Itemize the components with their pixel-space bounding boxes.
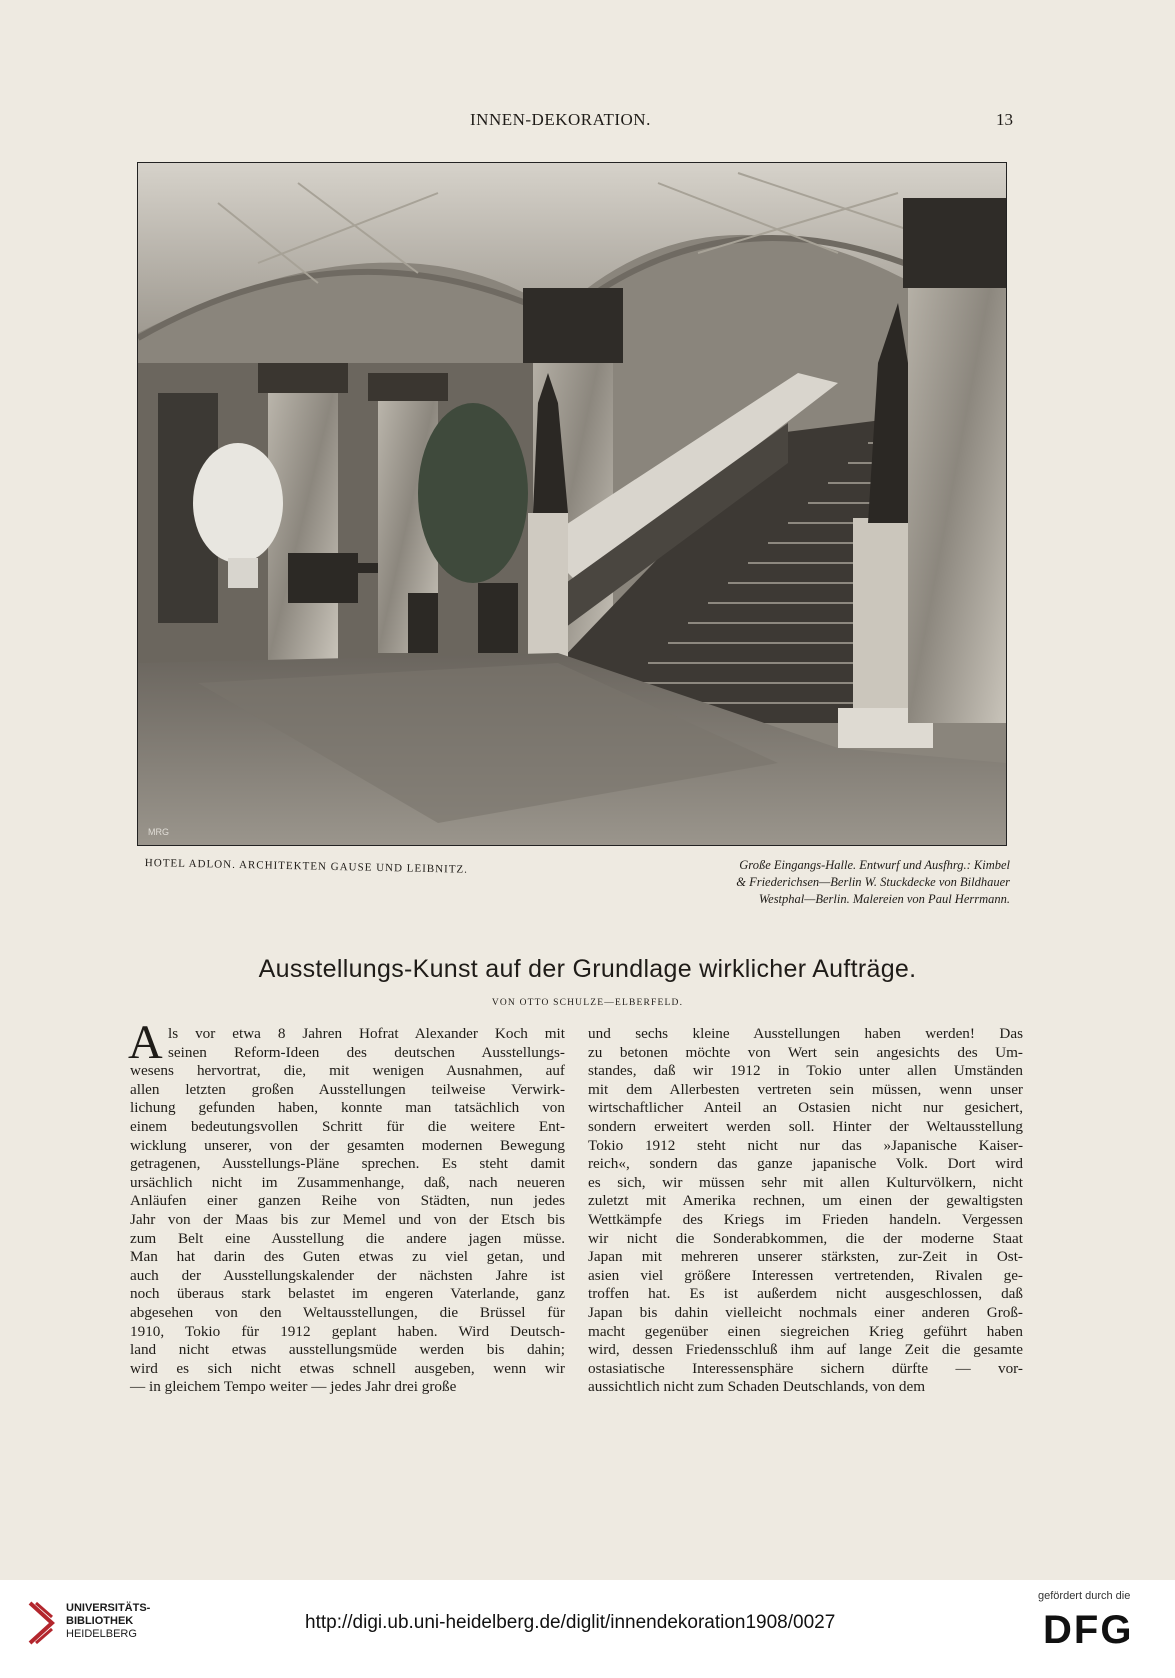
photo-signature: MRG <box>148 827 169 837</box>
text-line: allen letzten großen Ausstellungen teilweise Verwirk- <box>130 1080 565 1098</box>
funding-note: gefördert durch die <box>1038 1590 1131 1602</box>
text-line: macht gegenüber einen siegreichen Krieg geführt haben <box>588 1322 1023 1340</box>
university-library-logo-icon <box>26 1601 56 1647</box>
text-line: lichung gefunden haben, konnte man tatsächlich von <box>130 1099 565 1117</box>
library-name-line: BIBLIOTHEK <box>66 1615 134 1627</box>
text-line: zu betonen möchte von Wert sein angesichts des Um- <box>588 1043 1023 1061</box>
page-number: 13 <box>996 110 1013 129</box>
text-line: Anläufen einer ganzen Reihe von Städten, nun jedes <box>130 1192 565 1210</box>
text-line: getragenen, Ausstellungs-Pläne sprechen. Es steht damit <box>130 1155 565 1173</box>
digitization-footer <box>0 1580 1175 1678</box>
text-line: Man hat darin des Guten etwas zu viel getan, und <box>130 1248 565 1266</box>
text-line: Jahr von der Maas bis zur Memel und von der Etsch bis <box>130 1210 565 1228</box>
library-name-line: UNIVERSITÄTS- <box>66 1602 151 1614</box>
text-line: und sechs kleine Ausstellungen haben werden! Das <box>588 1025 1023 1042</box>
photo-caption-left: HOTEL ADLON. ARCHITEKTEN GAUSE UND LEIBNITZ. <box>144 857 469 876</box>
text-line: ls vor etwa 8 Jahren Hofrat Alexander Koch mit <box>168 1025 565 1042</box>
article-title: Ausstellungs-Kunst auf der Grundlage wirklicher Aufträge. <box>258 955 917 983</box>
text-line: Tokio 1912 steht nicht nur das »Japanische Kaiser- <box>588 1136 1023 1154</box>
dfg-logo: DFG <box>1043 1608 1134 1652</box>
text-line: ostasiatische Interessensphäre sichern dürfte — vor- <box>588 1359 1023 1377</box>
drop-cap: A <box>128 1016 163 1069</box>
text-line: auch der Ausstellungskalender der nächsten Jahre ist <box>130 1266 565 1284</box>
caption-line: Große Eingangs-Halle. Entwurf und Ausfhrg.: Kimbel <box>739 858 1010 872</box>
text-line: wird, dessen Friedensschluß ihm auf lange Zeit die gesamte <box>588 1341 1023 1359</box>
text-line: Japan mit mehreren unserer stärksten, zur-Zeit in Ost- <box>588 1248 1023 1266</box>
photo-caption-right <box>620 857 1010 908</box>
text-line: — in gleichem Tempo weiter — jedes Jahr drei große <box>130 1378 457 1396</box>
text-line: 1910, Tokio für 1912 geplant haben. Wird Deutsch- <box>130 1322 565 1340</box>
left-column <box>130 1025 565 1397</box>
text-line: aussichtlich nicht zum Schaden Deutschlands, von dem <box>588 1378 926 1396</box>
text-line: wirtschaftlicher Anteil an Ostasien nicht nur gesichert, <box>588 1099 1023 1117</box>
text-line: einem bedeutungsvollen Schritt für die weitere Ent- <box>130 1117 565 1135</box>
byline: VON OTTO SCHULZE—ELBERFELD. <box>491 998 684 1008</box>
text-line: zuletzt mit Amerika rechnen, um einen der gewaltigsten <box>588 1192 1023 1210</box>
caption-line: & Friederichsen—Berlin W. Stuckdecke von Bildhauer <box>736 875 1010 889</box>
source-url-link[interactable]: http://digi.ub.uni-heidelberg.de/diglit/innendekoration1908/0027 <box>305 1612 836 1633</box>
text-line: Wettkämpfe des Kriegs im Frieden handeln. Vergessen <box>588 1210 1023 1228</box>
text-line: es sich, wir müssen sehr mit allen Kulturvölkern, nicht <box>588 1173 1023 1191</box>
page-header <box>0 110 1175 140</box>
library-name-line: HEIDELBERG <box>66 1628 137 1640</box>
text-line: land nicht etwas ausstellungsmüde werden bis dahin; <box>130 1341 565 1359</box>
text-line: troffen hat. Es ist außerdem nicht ausgeschlossen, daß <box>588 1285 1023 1303</box>
right-column <box>588 1025 1023 1397</box>
hotel-adlon-hall-photo <box>137 162 1007 846</box>
text-line: sondern erweitert werden soll. Hinter der Weltausstellung <box>588 1117 1023 1135</box>
library-name <box>66 1602 150 1641</box>
text-line: standes, daß wir 1912 in Tokio unter allen Umständen <box>588 1062 1023 1080</box>
text-line: wir nicht die Sonderabkommen, die der moderne Staat <box>588 1229 1023 1247</box>
text-line: noch überaus stark belastet im engeren Vaterlande, ganz <box>130 1285 565 1303</box>
text-line: wicklung unserer, von der gesamten modernen Bewegung <box>130 1136 565 1154</box>
text-line: wesens hervortrat, die, mit wenigen Ausnahmen, auf <box>130 1062 565 1080</box>
text-line: abgesehen von den Weltausstellungen, die Brüssel für <box>130 1303 565 1321</box>
caption-line: Westphal—Berlin. Malereien von Paul Herrmann. <box>758 892 1010 906</box>
text-line: reich«, sondern das ganze japanische Volk. Dort wird <box>588 1155 1023 1173</box>
running-title: INNEN-DEKORATION. <box>470 110 651 129</box>
text-line: wird es sich nicht etwas schnell ausgeben, wenn wir <box>130 1359 565 1377</box>
text-line: seinen Reform-Ideen des deutschen Ausstellungs- <box>168 1043 565 1061</box>
text-line: ursächlich nicht im Zusammenhange, daß, nach neueren <box>130 1173 565 1191</box>
text-line: asien viel größere Interessen vertretenden, Rivalen ge- <box>588 1266 1023 1284</box>
text-line: zum Belt eine Ausstellung die andere jagen müsse. <box>130 1229 565 1247</box>
text-line: Japan bis dahin vielleicht nochmals einer anderen Groß- <box>588 1303 1023 1321</box>
text-line: mit dem Allerbesten vertreten sein müssen, wenn unser <box>588 1080 1023 1098</box>
